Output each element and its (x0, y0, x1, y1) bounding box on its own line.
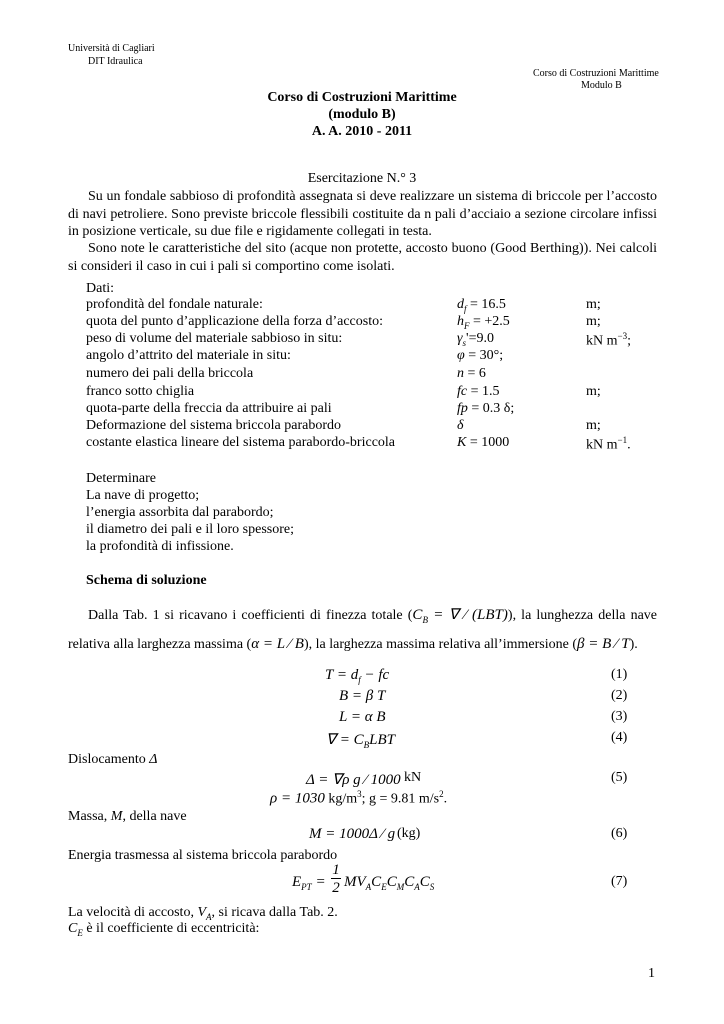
data-label: Deformazione del sistema briccola parabordo (86, 418, 342, 433)
ce-line: $C_E$ è il coefficiente di eccentricità: (68, 921, 260, 938)
determine-item: La nave di progetto; (86, 488, 200, 503)
exercise-title: Esercitazione N.° 3 (307, 171, 417, 186)
data-row (86, 435, 656, 452)
data-unit: kN $m^{-3}$; (586, 331, 631, 349)
data-table (86, 297, 656, 457)
data-label: quota-parte della freccia da attribuire ai pali (86, 401, 332, 416)
data-value: φ = 30°; (457, 348, 504, 363)
data-unit: m; (586, 297, 601, 312)
page-number: 1 (648, 966, 655, 981)
energy-label: Energia trasmessa al sistema briccola parabordo (68, 848, 338, 863)
data-row (86, 348, 656, 365)
data-row (86, 384, 656, 401)
equation-7-right: $MV_AC_EC_MC_AC_S$ (344, 874, 435, 892)
data-unit: m; (586, 418, 601, 433)
data-value: K = 1000 (457, 435, 510, 450)
equation-number: (5) (611, 770, 628, 785)
data-label: profondità del fondale naturale: (86, 297, 263, 312)
data-label: peso di volume del materiale sabbioso in situ: (86, 331, 343, 346)
equation-number: (4) (611, 730, 628, 745)
data-unit: m; (586, 384, 601, 399)
equation-7-row (0, 862, 724, 902)
equation-7-left: $E_{PT}$ = (292, 874, 326, 892)
data-row (86, 314, 656, 331)
rho-line: ρ = 1030 $kg/m^3$; g = 9.81 $m/s^2$. (270, 789, 448, 807)
equation-number: (6) (611, 826, 628, 841)
dislocamento-label: Dislocamento Δ (68, 752, 158, 767)
beta-formula: β = B ⁄ T (576, 636, 630, 652)
title-line1: Corso di Costruzioni Marittime (267, 90, 457, 105)
data-value: fc = 1.5 (457, 384, 500, 399)
data-row (86, 297, 656, 314)
mass-label: Massa, M, della nave (68, 809, 187, 824)
equation-number: (7) (611, 874, 628, 889)
header-right-line1: Corso di Costruzioni Marittime (533, 68, 659, 79)
header-left-line1: Università di Cagliari (68, 43, 155, 54)
determine-item: il diametro dei pali e il loro spessore; (86, 522, 295, 537)
determine-item: la profondità di infissione. (86, 539, 234, 554)
equation-number: (3) (611, 709, 628, 724)
va-line: La velocità di accosto, $V_A$, si ricava dalla Tab. 2. (68, 905, 338, 922)
data-row (86, 401, 656, 418)
paragraph-2: Sono note le caratteristiche del sito (acque non protette, accosto buono (Good Berthing)). Nei calcoli si consideri il caso in cui i pali si comportino come isolati. (68, 241, 657, 274)
header-right-line2: Modulo B (581, 80, 622, 91)
equation-5-unit: kN (404, 770, 422, 785)
alpha-formula: α = L ⁄ B (251, 636, 304, 652)
equation-3: L = α B (339, 709, 386, 725)
data-value: $\gamma_s'=9.0$ (457, 331, 494, 348)
title-line3: A. A. 2010 - 2011 (311, 124, 413, 139)
paragraph-1: Su un fondale sabbioso di profondità assegnata si deve realizzare un sistema di briccole per l’accosto di navi petroliere. Sono previste briccole flessibili costituite da n pali d’acciaio a sezione circolare infissi in posizione verticale, su due file e rigidamente collegati in testa. (68, 189, 657, 239)
title-line2: (modulo B) (328, 107, 396, 122)
equation-5: Δ = ∇ρ g ⁄ 1000 (306, 772, 401, 788)
data-label: numero dei pali della briccola (86, 366, 254, 381)
equation-number: (2) (611, 688, 628, 703)
data-label: franco sotto chiglia (86, 384, 195, 399)
paragraph-3: Dalla Tab. 1 si ricavano i coefficienti di finezza totale ($C_B$ = ∇ ⁄ (LBT)), la lunghezza della nave relativa alla larghezza massima (α = L ⁄ B), la larghezza massima relativa all’immersione (β = B ⁄ T). (68, 607, 657, 652)
data-row (86, 331, 656, 348)
data-value: $d_f = 16.5$ (457, 297, 506, 314)
data-value: $h_F = +2.5$ (457, 314, 510, 331)
data-label: angolo d’attrito del materiale in situ: (86, 348, 291, 363)
data-label: costante elastica lineare del sistema parabordo-briccola (86, 435, 396, 450)
equation-4: ∇ = $C_BLBT$ (326, 732, 396, 750)
equation-2: B = β T (339, 688, 386, 704)
data-value: n = 6 (457, 366, 486, 381)
determine-heading: Determinare (86, 471, 156, 486)
cb-formula: $C_B$ = ∇ ⁄ (LBT) (412, 607, 508, 625)
equation-1: $T = d_f$ − fc (325, 667, 390, 685)
data-unit: kN $m^{-1}$. (586, 435, 631, 453)
determine-item: l’energia assorbita dal parabordo; (86, 505, 274, 520)
data-unit: m; (586, 314, 601, 329)
equations-1-4 (0, 667, 724, 750)
equation-6-unit: (kg) (397, 826, 421, 841)
data-value: fp = 0.3 δ; (457, 401, 515, 416)
schema-heading: Schema di soluzione (86, 573, 207, 588)
data-row (86, 418, 656, 435)
equation-7-numerator: 1 (332, 862, 340, 878)
data-label: quota del punto d’applicazione della forza d’accosto: (86, 314, 383, 329)
header-left-line2: DIT Idraulica (88, 56, 143, 67)
equation-6: M = 1000Δ ⁄ g (309, 826, 396, 842)
data-row (86, 366, 656, 383)
data-value: δ (457, 418, 464, 433)
equation-number: (1) (611, 667, 628, 682)
data-heading: Dati: (86, 281, 114, 296)
equation-7-denominator: 2 (332, 880, 340, 896)
